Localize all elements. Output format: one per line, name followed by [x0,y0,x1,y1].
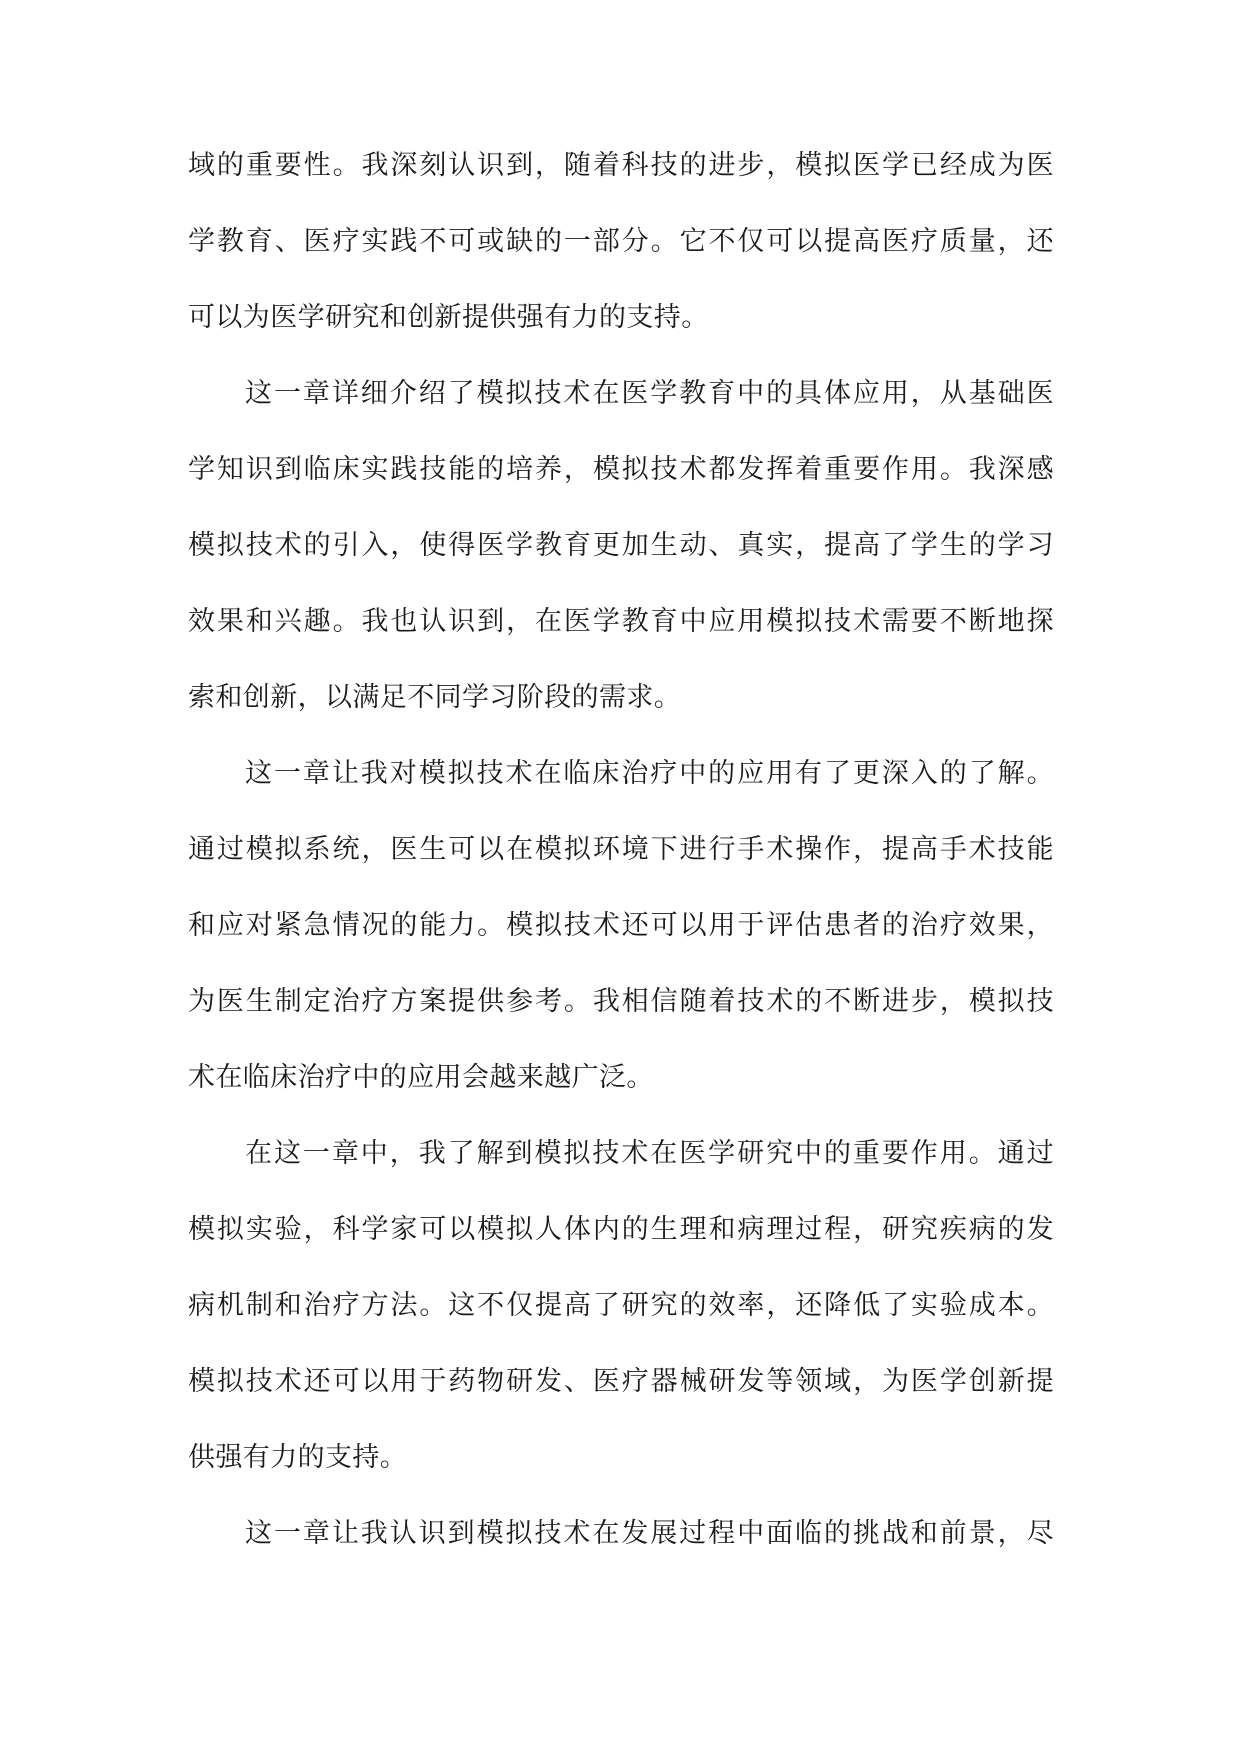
document-body [188,147,1054,1591]
text-line-19: 这一章让我认识到模拟技术在发展过程中面临的挑战和前景，尽 [245,1518,1054,1549]
text-line-13: 术在临床治疗中的应用会越来越广泛。 [188,1062,654,1093]
text-line-1: 域的重要性。我深刻认识到，随着科技的进步，模拟医学已经成为医 [188,150,1054,181]
text-line-18: 供强有力的支持。 [188,1442,408,1473]
text-line-15: 模拟实验，科学家可以模拟人体内的生理和病理过程，研究疾病的发 [188,1214,1054,1245]
text-line-3: 可以为医学研究和创新提供强有力的支持。 [188,302,709,333]
text-line-10: 通过模拟系统，医生可以在模拟环境下进行手术操作，提高手术技能 [188,834,1054,865]
text-line-17: 模拟技术还可以用于药物研发、医疗器械研发等领域，为医学创新提 [188,1366,1054,1397]
text-line-9: 这一章让我对模拟技术在临床治疗中的应用有了更深入的了解。 [245,758,1054,789]
text-line-5: 学知识到临床实践技能的培养，模拟技术都发挥着重要作用。我深感 [188,454,1054,485]
text-line-8: 索和创新，以满足不同学习阶段的需求。 [188,682,682,713]
text-line-16: 病机制和治疗方法。这不仅提高了研究的效率，还降低了实验成本。 [188,1290,1054,1321]
text-line-11: 和应对紧急情况的能力。模拟技术还可以用于评估患者的治疗效果， [188,910,1054,941]
text-line-14: 在这一章中，我了解到模拟技术在医学研究中的重要作用。通过 [245,1138,1054,1169]
text-line-7: 效果和兴趣。我也认识到，在医学教育中应用模拟技术需要不断地探 [188,606,1054,637]
text-line-12: 为医生制定治疗方案提供参考。我相信随着技术的不断进步，模拟技 [188,986,1054,1017]
text-line-4: 这一章详细介绍了模拟技术在医学教育中的具体应用，从基础医 [245,378,1054,409]
text-line-6: 模拟技术的引入，使得医学教育更加生动、真实，提高了学生的学习 [188,530,1054,561]
text-line-2: 学教育、医疗实践不可或缺的一部分。它不仅可以提高医疗质量，还 [188,226,1054,257]
